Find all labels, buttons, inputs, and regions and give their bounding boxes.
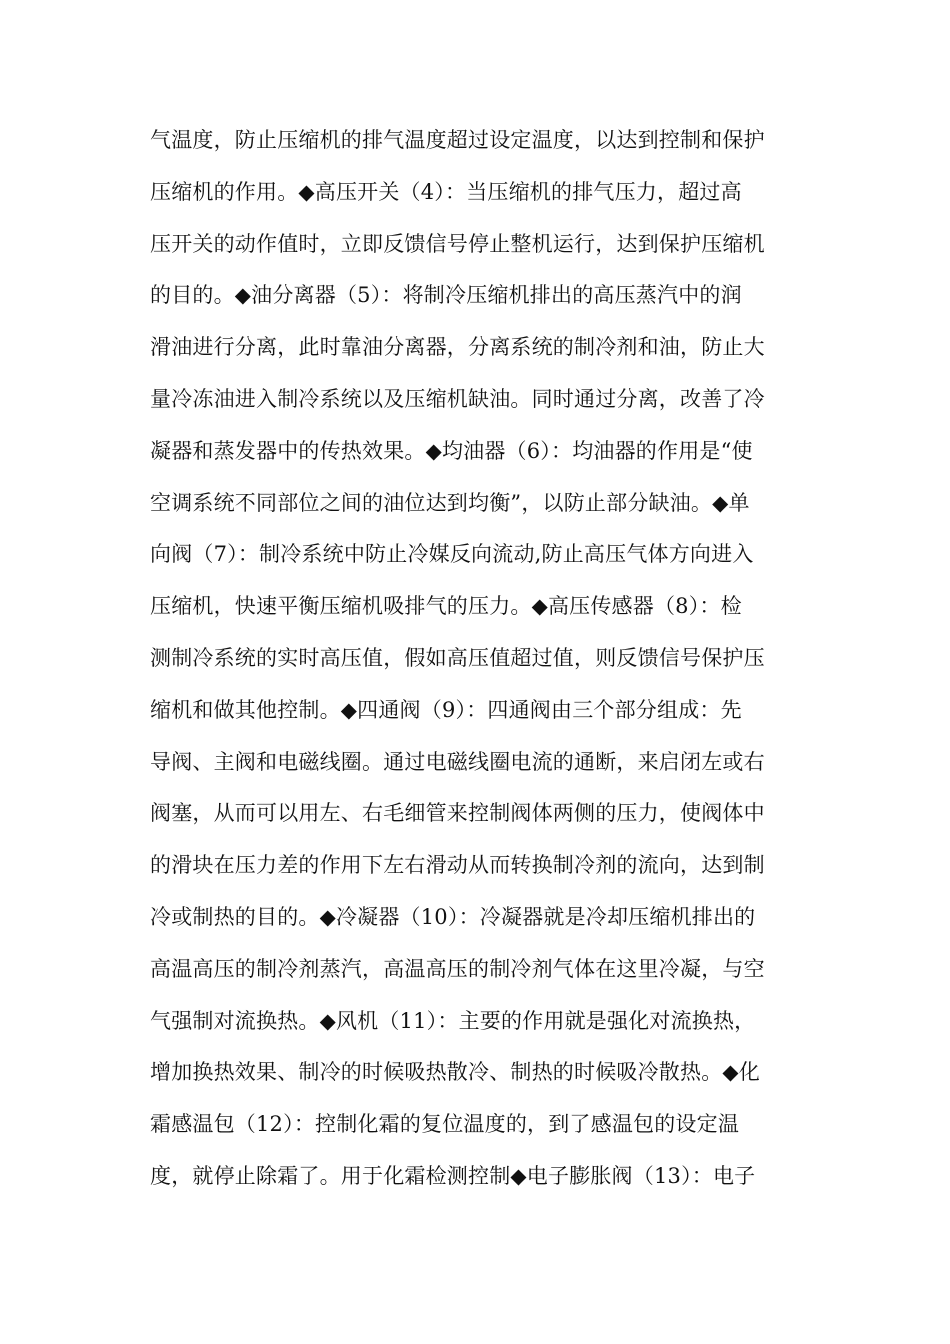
text-line-10: 压缩机，快速平衡压缩机吸排气的压力。◆高压传感器（8）：检 — [150, 594, 742, 619]
text-line-21: 度，就停止除霜了。用于化霜检测控制◆电子膨胀阀（13）：电子 — [150, 1163, 756, 1188]
text-line-2: 压缩机的作用。◆高压开关（4）：当压缩机的排气压力，超过高 — [150, 179, 742, 204]
text-line-12: 缩机和做其他控制。◆四通阀（9）：四通阀由三个部分组成：先 — [150, 697, 742, 722]
text-line-19: 增加换热效果、制冷的时候吸热散冷、制热的时候吸冷散热。◆化 — [150, 1060, 760, 1085]
text-line-11: 测制冷系统的实时高压值，假如高压值超过值，则反馈信号保护压 — [150, 645, 765, 670]
text-line-14: 阀塞，从而可以用左、右毛细管来控制阀体两侧的压力，使阀体中 — [150, 801, 765, 826]
text-line-8: 空调系统不同部位之间的油位达到均衡”，以防止部分缺油。◆单 — [150, 490, 750, 515]
text-line-4: 的目的。◆油分离器（5）：将制冷压缩机排出的高压蒸汽中的润 — [150, 283, 742, 308]
text-line-9: 向阀（7）：制冷系统中防止冷媒反向流动,防止高压气体方向进入 — [150, 542, 754, 567]
text-line-5: 滑油进行分离，此时靠油分离器，分离系统的制冷剂和油，防止大 — [150, 335, 765, 360]
text-line-15: 的滑块在压力差的作用下左右滑动从而转换制冷剂的流向，达到制 — [150, 853, 765, 878]
text-line-7: 凝器和蒸发器中的传热效果。◆均油器（6）：均油器的作用是“使 — [150, 438, 753, 463]
text-line-3: 压开关的动作值时，立即反馈信号停止整机运行，达到保护压缩机 — [150, 231, 765, 256]
text-line-16: 冷或制热的目的。◆冷凝器（10）：冷凝器就是冷却压缩机排出的 — [150, 904, 756, 929]
text-line-6: 量冷冻油进入制冷系统以及压缩机缺油。同时通过分离，改善了冷 — [150, 386, 765, 411]
text-line-17: 高温高压的制冷剂蒸汽，高温高压的制冷剂气体在这里冷凝，与空 — [150, 956, 765, 981]
text-line-1: 气温度，防止压缩机的排气温度超过设定温度，以达到控制和保护 — [150, 128, 765, 152]
text-line-18: 气强制对流换热。◆风机（11）：主要的作用就是强化对流换热， — [150, 1008, 756, 1033]
body-text — [150, 115, 800, 1203]
text-line-13: 导阀、主阀和电磁线圈。通过电磁线圈电流的通断，来启闭左或右 — [150, 749, 765, 774]
text-line-20: 霜感温包（12）：控制化霜的复位温度的，到了感温包的设定温 — [150, 1112, 740, 1137]
